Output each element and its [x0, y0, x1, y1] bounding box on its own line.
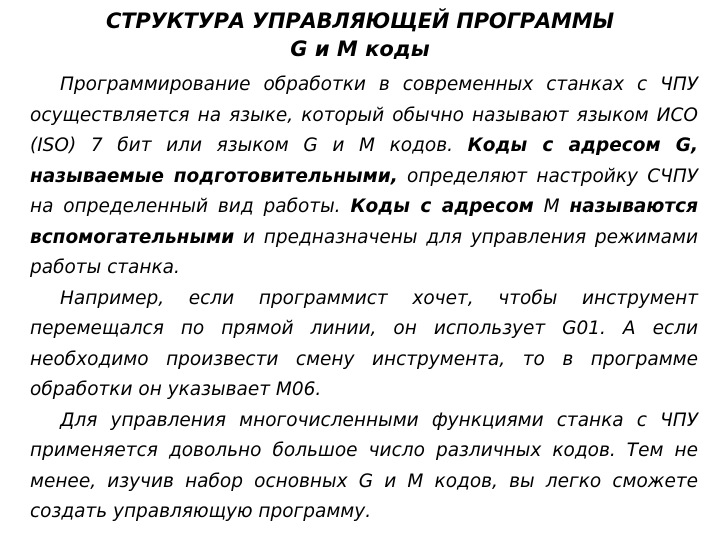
slide-title: СТРУКТУРА УПРАВЛЯЮЩЕЙ ПРОГРАММЫ [106, 9, 614, 33]
paragraph [30, 406, 698, 528]
text-run: Для управления многочисленными функциями станка с ЧПУ применяется довольно большое число различных кодов. Тем не менее, изучив набор основных G и M кодов, вы легко сможете создать управляющую программу. [30, 409, 698, 522]
text-run: Программирование обработки в современных станках с ЧПУ осуществляется на языке, который обычно называют языком ИСО (ISO) 7 бит или языком G и M кодов. [30, 74, 698, 156]
title-block [0, 8, 720, 64]
slide-subtitle: G и M коды [290, 37, 430, 61]
paragraph [30, 284, 698, 406]
text-run: определяют настройку СЧПУ на определенный вид работы. [30, 165, 699, 217]
text-run: и предназначены для управления режимами работы станка. [30, 226, 698, 278]
text-run-bold: Коды с адресом G, называемые подготовительными, [30, 135, 699, 187]
paragraph [30, 70, 698, 284]
text-run-bold: называются вспомогательными [30, 196, 698, 248]
text-run-bold: Коды с адресом [350, 196, 534, 217]
text-run: М [533, 196, 570, 217]
text-run: Например, если программист хочет, чтобы инструмент перемещался по прямой линии, он использует G01. А если необходимо произвести смену инструмента, то в программе обработки он указывает М06. [30, 287, 698, 400]
slide-body [30, 70, 698, 528]
